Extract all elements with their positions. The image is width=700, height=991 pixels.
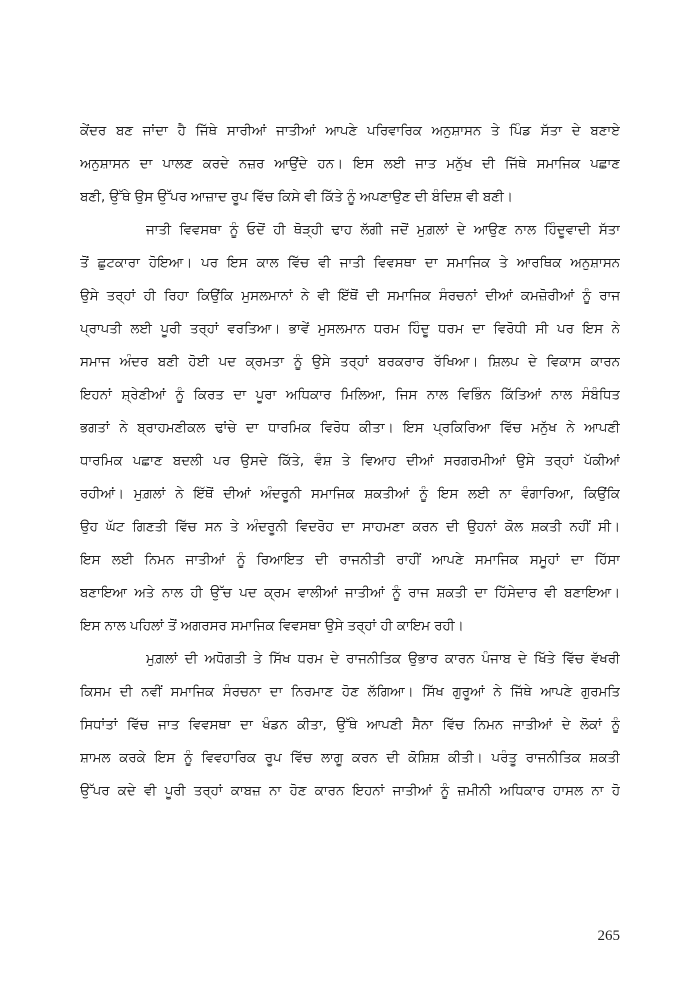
text-line: ਇਸ ਲਈ ਨਿਮਨ ਜਾਤੀਆਂ ਨੂੰ ਰਿਆਇਤ ਦੀ ਰਾਜਨੀਤੀ ਰਾਹੀਂ ਆਪਣੇ ਸਮਾਜਿਕ ਸਮੂਹਾਂ ਦਾ ਹਿੱਸਾ: [80, 553, 620, 568]
text-line: ਰਹੀਆਂ। ਮੁਗ਼ਲਾਂ ਨੇ ਇੱਥੋਂ ਦੀਆਂ ਅੰਦਰੂਨੀ ਸਮਾਜਿਕ ਸ਼ਕਤੀਆਂ ਨੂੰ ਇਸ ਲਈ ਨਾ ਵੰਗਾਰਿਆ, ਕਿਉਂਕਿ: [80, 487, 620, 502]
text-line: ਸ਼ਾਮਲ ਕਰਕੇ ਇਸ ਨੂੰ ਵਿਵਹਾਰਿਕ ਰੂਪ ਵਿੱਚ ਲਾਗੂ ਕਰਨ ਦੀ ਕੋਸ਼ਿਸ਼ ਕੀਤੀ। ਪਰੰਤੂ ਰਾਜਨੀਤਿਕ ਸ਼ਕਤੀ: [80, 751, 620, 766]
text-line: ਬਣਾਇਆ ਅਤੇ ਨਾਲ ਹੀ ਉੱਚ ਪਦ ਕ੍ਰਮ ਵਾਲੀਆਂ ਜਾਤੀਆਂ ਨੂੰ ਰਾਜ ਸ਼ਕਤੀ ਦਾ ਹਿੱਸੇਦਾਰ ਵੀ ਬਣਾਇਆ।: [80, 586, 620, 601]
page-number: 265: [597, 928, 620, 944]
text-line: ਅਨੁਸ਼ਾਸਨ ਦਾ ਪਾਲਣ ਕਰਦੇ ਨਜ਼ਰ ਆਉਂਦੇ ਹਨ। ਇਸ ਲਈ ਜਾਤ ਮਨੁੱਖ ਦੀ ਜਿੱਥੇ ਸਮਾਜਿਕ ਪਛਾਣ: [80, 157, 620, 172]
text-line: ਸਮਾਜ ਅੰਦਰ ਬਣੀ ਹੋਈ ਪਦ ਕ੍ਰਮਤਾ ਨੂੰ ਉਸੇ ਤਰ੍ਹਾਂ ਬਰਕਰਾਰ ਰੱਖਿਆ। ਸ਼ਿਲਪ ਦੇ ਵਿਕਾਸ ਕਾਰਨ: [80, 355, 620, 370]
text-line: ਉਸੇ ਤਰ੍ਹਾਂ ਹੀ ਰਿਹਾ ਕਿਉਂਕਿ ਮੁਸਲਮਾਨਾਂ ਨੇ ਵੀ ਇੱਥੋਂ ਦੀ ਸਮਾਜਿਕ ਸੰਰਚਨਾਂ ਦੀਆਂ ਕਮਜ਼ੋਰੀਆਂ ਨੂੰ ਰਾਜ: [80, 289, 620, 304]
text-line: ਮੁਗ਼ਲਾਂ ਦੀ ਅਧੋਗਤੀ ਤੇ ਸਿੱਖ ਧਰਮ ਦੇ ਰਾਜਨੀਤਿਕ ਉਭਾਰ ਕਾਰਨ ਪੰਜਾਬ ਦੇ ਖਿੱਤੇ ਵਿੱਚ ਵੱਖਰੀ: [146, 652, 620, 667]
text-line: ਬਣੀ, ਉੱਥੇ ਉਸ ਉੱਪਰ ਆਜ਼ਾਦ ਰੂਪ ਵਿੱਚ ਕਿਸੇ ਵੀ ਕਿੱਤੇ ਨੂੰ ਅਪਣਾਉਣ ਦੀ ਬੰਦਿਸ਼ ਵੀ ਬਣੀ।: [80, 190, 513, 205]
text-line: ਇਹਨਾਂ ਸ਼੍ਰੇਣੀਆਂ ਨੂੰ ਕਿਰਤ ਦਾ ਪੂਰਾ ਅਧਿਕਾਰ ਮਿਲਿਆ, ਜਿਸ ਨਾਲ ਵਿਭਿੰਨ ਕਿੱਤਿਆਂ ਨਾਲ ਸੰਬੰਧਿਤ: [80, 388, 620, 403]
text-line: ਕੇਂਦਰ ਬਣ ਜਾਂਦਾ ਹੈ ਜਿੱਥੇ ਸਾਰੀਆਂ ਜਾਤੀਆਂ ਆਪਣੇ ਪਰਿਵਾਰਿਕ ਅਨੁਸ਼ਾਸਨ ਤੇ ਪਿੰਡ ਸੱਤਾ ਦੇ ਬਣਾਏ: [80, 124, 620, 139]
text-line: ਭਗਤਾਂ ਨੇ ਬ੍ਰਾਹਮਣੀਕਲ ਢਾਂਚੇ ਦਾ ਧਾਰਮਿਕ ਵਿਰੋਧ ਕੀਤਾ। ਇਸ ਪ੍ਰਕਿਰਿਆ ਵਿੱਚ ਮਨੁੱਖ ਨੇ ਆਪਣੀ: [80, 421, 620, 436]
text-line: ਸਿਧਾਂਤਾਂ ਵਿੱਚ ਜਾਤ ਵਿਵਸਥਾ ਦਾ ਖੰਡਨ ਕੀਤਾ, ਉੱਥੇ ਆਪਣੀ ਸੈਨਾ ਵਿੱਚ ਨਿਮਨ ਜਾਤੀਆਂ ਦੇ ਲੋਕਾਂ ਨੂੰ: [80, 718, 620, 733]
text-line: ਧਾਰਮਿਕ ਪਛਾਣ ਬਦਲੀ ਪਰ ਉਸਦੇ ਕਿੱਤੇ, ਵੰਸ਼ ਤੇ ਵਿਆਹ ਦੀਆਂ ਸਰਗਰਮੀਆਂ ਉਸੇ ਤਰ੍ਹਾਂ ਪੱਕੀਆਂ: [80, 454, 620, 469]
text-line: ਉੱਪਰ ਕਦੇ ਵੀ ਪੂਰੀ ਤਰ੍ਹਾਂ ਕਾਬਜ਼ ਨਾ ਹੋਣ ਕਾਰਨ ਇਹਨਾਂ ਜਾਤੀਆਂ ਨੂੰ ਜ਼ਮੀਨੀ ਅਧਿਕਾਰ ਹਾਸਲ ਨਾ ਹੋ: [80, 784, 620, 799]
text-line: ਤੋਂ ਛੁਟਕਾਰਾ ਹੋਇਆ। ਪਰ ਇਸ ਕਾਲ ਵਿੱਚ ਵੀ ਜਾਤੀ ਵਿਵਸਥਾ ਦਾ ਸਮਾਜਿਕ ਤੇ ਆਰਥਿਕ ਅਨੁਸ਼ਾਸਨ: [80, 256, 620, 271]
text-line: ਕਿਸਮ ਦੀ ਨਵੀਂ ਸਮਾਜਿਕ ਸੰਰਚਨਾ ਦਾ ਨਿਰਮਾਣ ਹੋਣ ਲੱਗਿਆ। ਸਿੱਖ ਗੁਰੂਆਂ ਨੇ ਜਿੱਥੇ ਆਪਣੇ ਗੁਰਮਤਿ: [80, 685, 620, 700]
text-line: ਪ੍ਰਾਪਤੀ ਲਈ ਪੂਰੀ ਤਰ੍ਹਾਂ ਵਰਤਿਆ। ਭਾਵੇਂ ਮੁਸਲਮਾਨ ਧਰਮ ਹਿੰਦੂ ਧਰਮ ਦਾ ਵਿਰੋਧੀ ਸੀ ਪਰ ਇਸ ਨੇ: [80, 322, 620, 337]
text-line: ਉਹ ਘੱਟ ਗਿਣਤੀ ਵਿੱਚ ਸਨ ਤੇ ਅੰਦਰੂਨੀ ਵਿਦਰੋਹ ਦਾ ਸਾਹਮਣਾ ਕਰਨ ਦੀ ਉਹਨਾਂ ਕੋਲ ਸ਼ਕਤੀ ਨਹੀਂ ਸੀ।: [80, 520, 620, 535]
text-line: ਇਸ ਨਾਲ ਪਹਿਲਾਂ ਤੋਂ ਅਗਰਸਰ ਸਮਾਜਿਕ ਵਿਵਸਥਾ ਉਸੇ ਤਰ੍ਹਾਂ ਹੀ ਕਾਇਮ ਰਹੀ।: [80, 619, 464, 634]
text-line: ਜਾਤੀ ਵਿਵਸਥਾ ਨੂੰ ਓਦੋਂ ਹੀ ਥੋੜ੍ਹੀ ਢਾਹ ਲੱਗੀ ਜਦੋਂ ਮੁਗ਼ਲਾਂ ਦੇ ਆਉਣ ਨਾਲ ਹਿੰਦੂਵਾਦੀ ਸੱਤਾ: [146, 223, 620, 238]
